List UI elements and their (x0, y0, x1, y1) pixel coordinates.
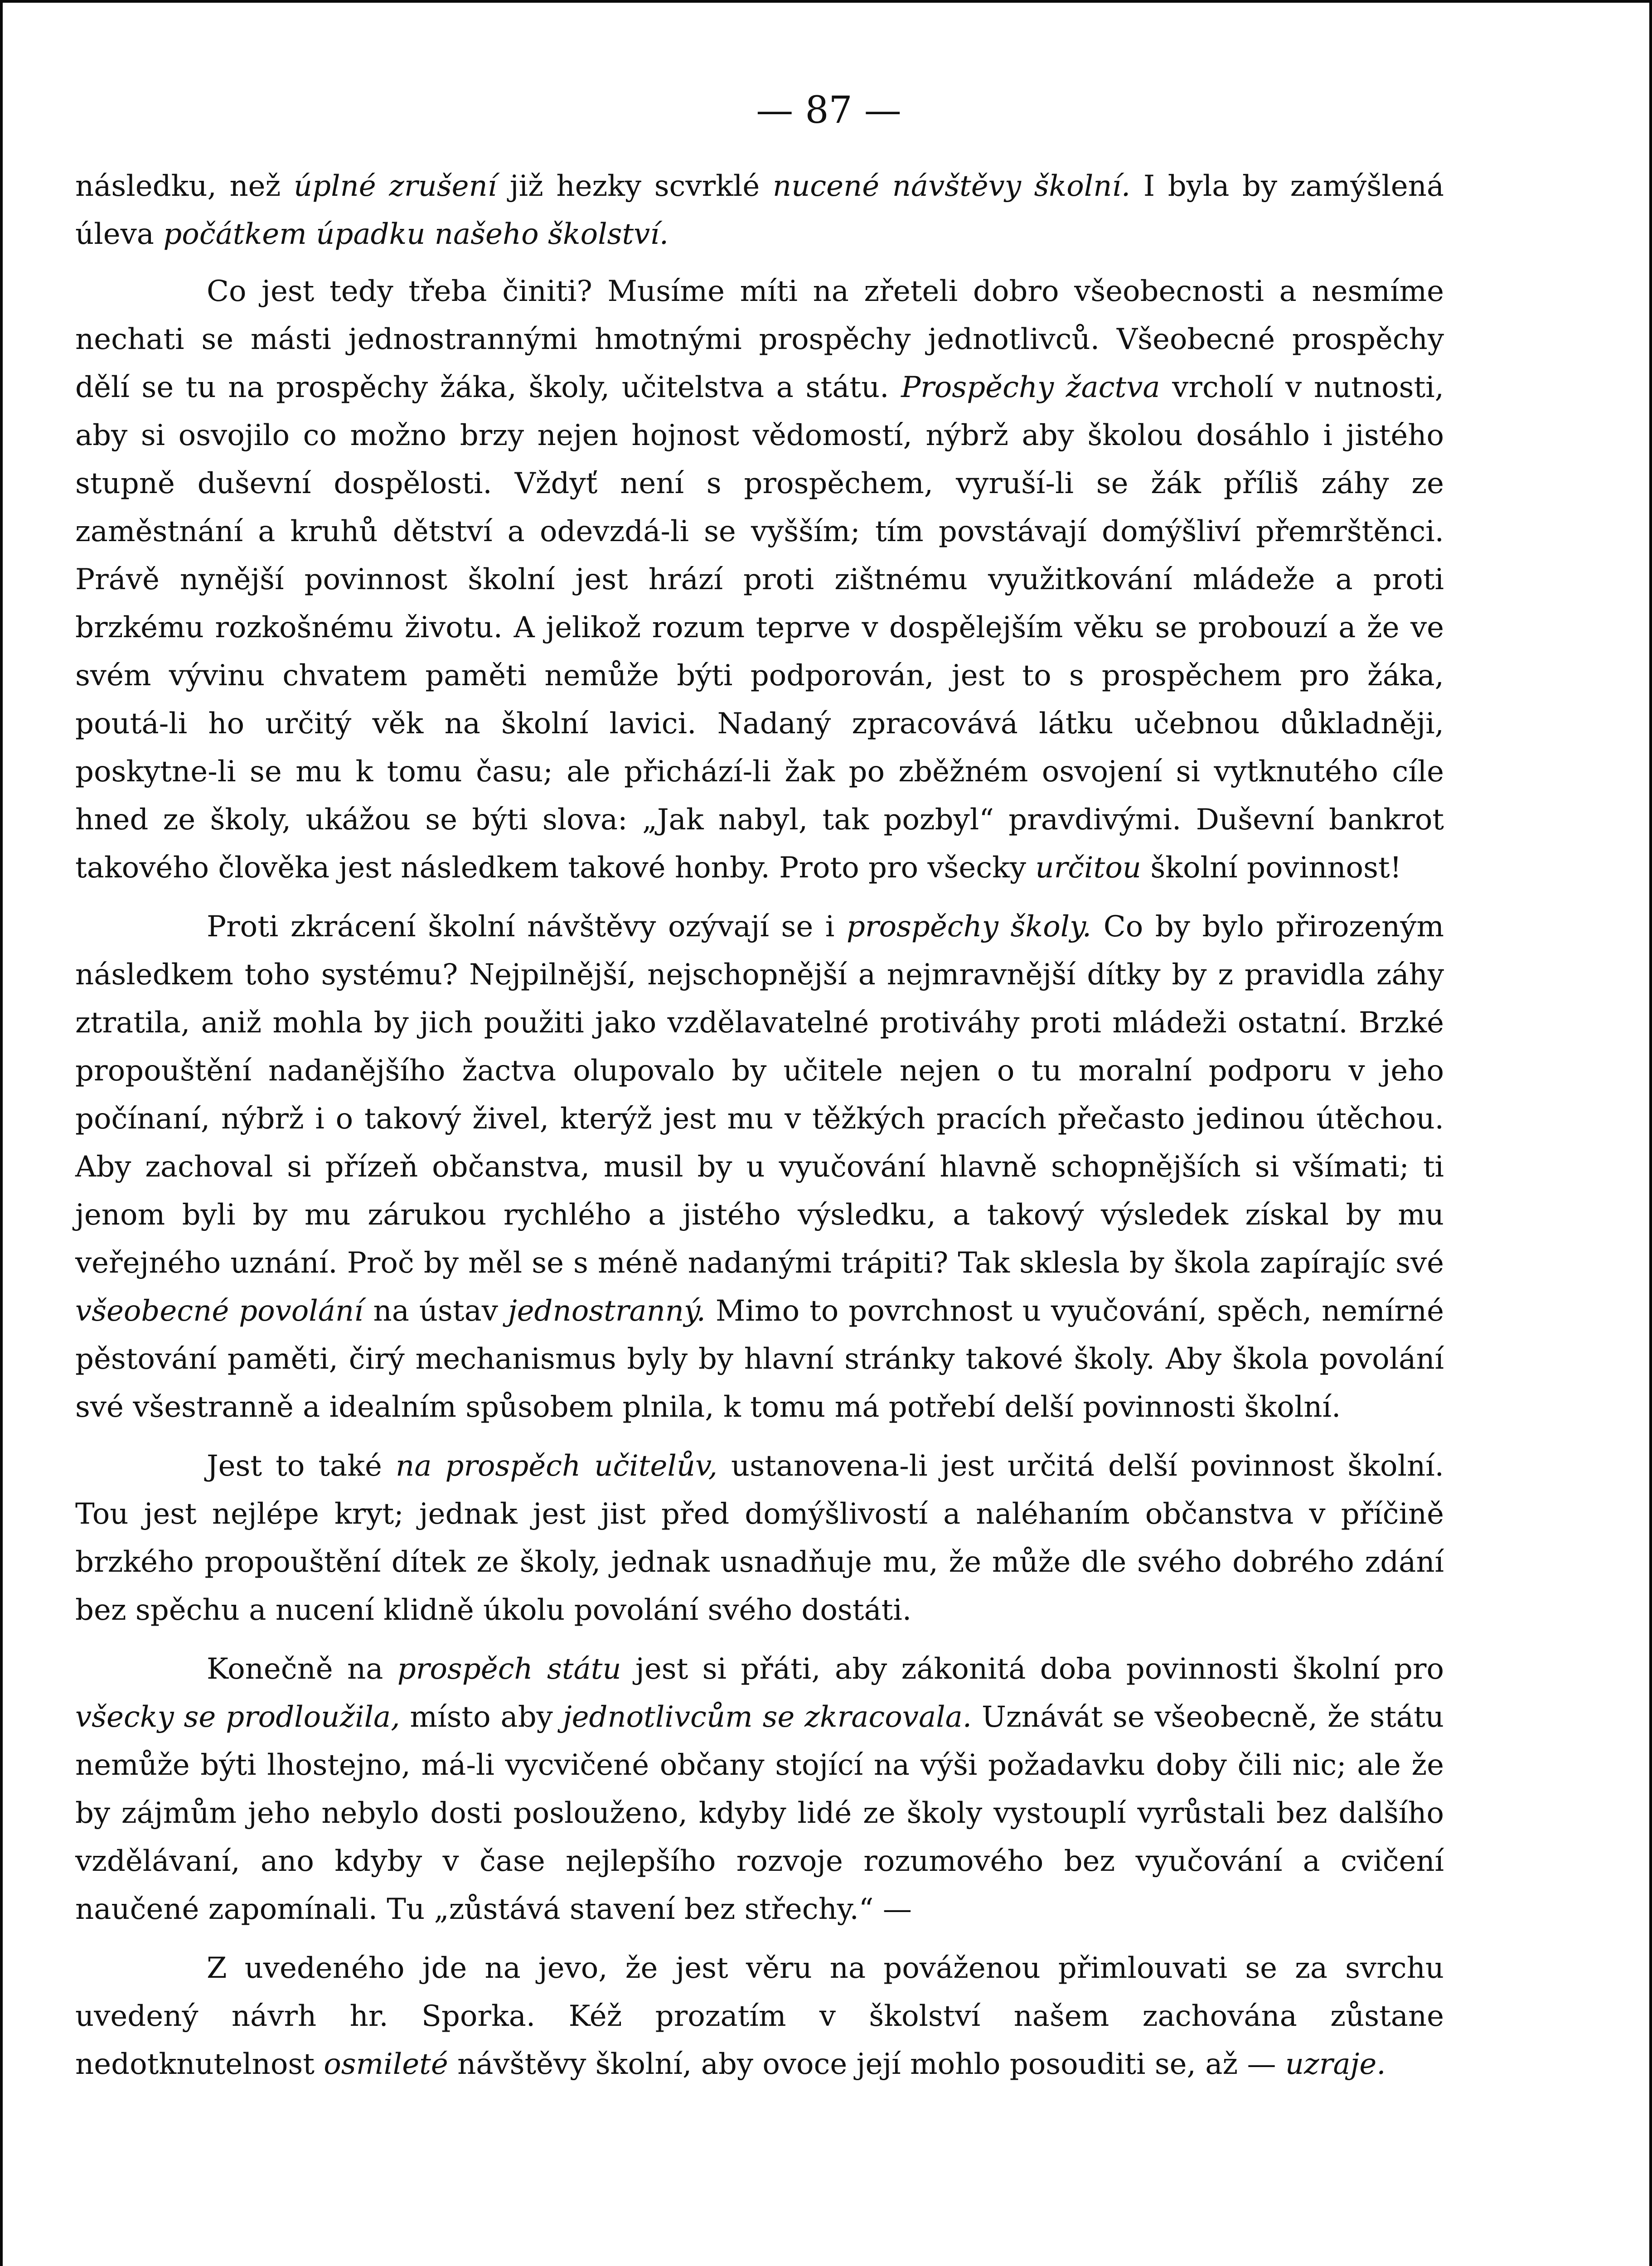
emphasis-text: úplné zrušení (293, 169, 497, 203)
emphasis-text: uzraje. (1285, 2048, 1386, 2081)
scanned-page (3, 3, 1649, 2266)
body-text: Konečně na (207, 1652, 397, 1686)
body-text: Co by bylo přirozeným následkem toho systému? Nejpilnější, nejschopnější a nejmravnější dítky by z pravidla záhy ztratila, aniž mohla by jich použiti jako vzdělavatelné protiváhy proti mládeži ostatní. Brzké propouštění nadanějšího žactva olupovalo by učitele nejen o tu moralní podporu v jeho počínaní, nýbrž i o takový živel, kterýž jest mu v těžkých pracích přečasto jedinou útěchou. Aby zachoval si přízeň občanstva, musil by u vyučování hlavně schopnějších si všímati; ti jenom byli by mu zárukou rychlého a jistého výsledku, a takový výsledek získal by mu veřejného uznání. Proč by měl se s méně nadanými trápiti? Tak sklesla by škola zapírajíc své (75, 910, 1444, 1280)
page-number: — 87 — (756, 89, 901, 132)
body-text: již hezky scvrklé (497, 169, 773, 203)
emphasis-text: všecky se prodloužila, (75, 1700, 400, 1734)
emphasis-text: určitou (1035, 851, 1141, 885)
emphasis-text: na prospěch učitelův, (395, 1449, 717, 1483)
body-text: návštěvy školní, aby ovoce její mohlo posouditi se, až — (448, 2048, 1285, 2081)
emphasis-text: jednostranný. (508, 1294, 706, 1328)
emphasis-text: prospěch státu (397, 1652, 621, 1686)
body-text: Uznávát se všeobecně, že státu nemůže býti lhostejno, má-li vycvičené občany stojící na výši požadavku doby čili nic; ale že by zájmům jeho nebylo dosti poslouženo, kdyby lidé ze školy vystouplí vyrůstali bez dalšího vzdělávaní, ano kdyby v čase nejlepšího rozvoje rozumového bez vyučování a cvičení naučené zapomínali. Tu „zůstává stavení bez střechy.“ — (75, 1700, 1444, 1926)
emphasis-text: osmileté (324, 2048, 448, 2081)
paragraph-5 (75, 1645, 1444, 1933)
emphasis-text: počátkem úpadku našeho školství. (163, 218, 669, 251)
paragraph-3 (75, 903, 1444, 1431)
body-text: školní povinnost! (1141, 851, 1402, 885)
emphasis-text: nucené návštěvy školní. (772, 169, 1131, 203)
body-text: místo aby (400, 1700, 563, 1734)
body-text: následku, než (75, 169, 294, 203)
body-text: Z uvedeného jde na jevo, že jest věru na pováženou přimlouvati se za svrchu uvedený návrh hr. Sporka. Kéž prozatím v školství našem zachována zůstane nedotknutelnost (75, 1951, 1444, 2081)
article-body (75, 162, 1444, 2097)
paragraph-6 (75, 1944, 1444, 2088)
paragraph-1 (75, 162, 1444, 258)
body-text: I byla by zamýšlená úleva (75, 169, 1444, 251)
body-text: Jest to také (207, 1449, 396, 1483)
body-text: Proti zkrácení školní návštěvy ozývají se i (207, 910, 847, 944)
body-text: vrcholí v nutnosti, aby si osvojilo co možno brzy nejen hojnost vědomostí, nýbrž aby školou dosáhlo i jistého stupně duševní dospělosti. Vždyť není s prospěchem, vyruší-li se žák příliš záhy ze zaměstnání a kruhů dětství a odevzdá-li se vyšším; tím povstávají domýšliví přemrštěnci. Právě nynější povinnost školní jest hrází proti zištnému využitkování mládeže a proti brzkému rozkošnému životu. A jelikož rozum teprve v dospělejším věku se probouzí a že ve svém vývinu chvatem paměti nemůže býti podporován, jest to s prospěchem pro žáka, poutá-li ho určitý věk na školní lavici. Nadaný zpracovává látku učebnou důkladněji, poskytne-li se mu k tomu času; ale přichází-li žak po zběžném osvojení si vytknutého cíle hned ze školy, ukážou se býti slova: „Jak nabyl, tak pozbyl“ pravdivými. Duševní bankrot takového člověka jest následkem takové honby. Proto pro všecky (75, 371, 1444, 885)
body-text: na ústav (363, 1294, 508, 1328)
paragraph-4 (75, 1442, 1444, 1634)
emphasis-text: prospěchy školy. (846, 910, 1092, 944)
body-text: Co jest tedy třeba činiti? Musíme míti na zřeteli dobro všeobecnosti a nesmíme nechati se másti jednostrannými hmotnými prospěchy jednotlivců. Všeobecné prospěchy dělí se tu na prospěchy žáka, školy, učitelstva a státu. (75, 275, 1444, 404)
body-text: ustanovena-li jest určitá delší povinnost školní. Tou jest nejlépe kryt; jednak jest jist před domýšlivostí a naléhaním občanstva v příčině brzkého propouštění dítek ze školy, jednak usnadňuje mu, že může dle svého dobrého zdání bez spěchu a nucení klidně úkolu povolání svého dostáti. (75, 1449, 1444, 1627)
body-text: Mimo to povrchnost u vyučování, spěch, nemírné pěstování paměti, čirý mechanismus byly by hlavní stránky takové školy. Aby škola povolání své všestranně a idealním spůsobem plnila, k tomu má potřebí delší povinnosti školní. (75, 1294, 1444, 1424)
body-text: jest si přáti, aby zákonitá doba povinnosti školní pro (621, 1652, 1444, 1686)
emphasis-text: Prospěchy žactva (901, 371, 1160, 404)
emphasis-text: jednotlivcům se zkracovala. (562, 1700, 972, 1734)
paragraph-2 (75, 267, 1444, 892)
emphasis-text: všeobecné povolání (75, 1294, 363, 1328)
